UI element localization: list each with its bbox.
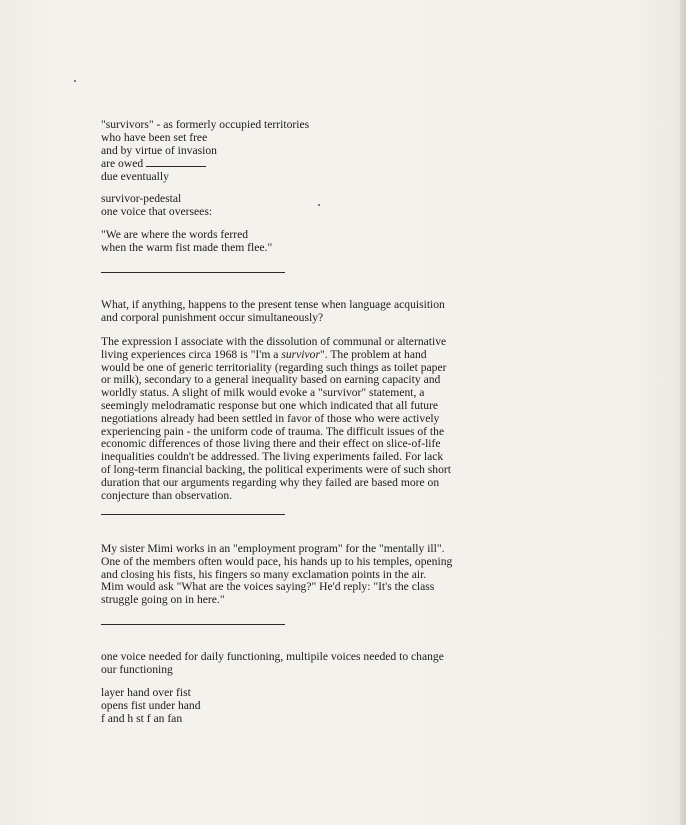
- essay-line: inequalities couldn't be addressed. The living experiments failed. For lack: [101, 450, 444, 464]
- mimi-line: My sister Mimi works in an "employment program" for the "mentally ill".: [101, 542, 445, 555]
- essay-line-text: living experiences circa 1968 is "I'm a: [101, 347, 282, 361]
- essay-line: [101, 349, 491, 362]
- poem-line-text: are owed: [101, 157, 144, 171]
- voices-paragraph: [101, 651, 491, 677]
- poem-stanza-1: [101, 119, 491, 184]
- poem-stanza-2: [101, 193, 491, 219]
- poem-line: who have been set free: [101, 130, 208, 144]
- section-divider: [101, 624, 285, 625]
- essay-line: The expression I associate with the dissolution of communal or alternative: [101, 335, 447, 348]
- essay-line: would be one of generic territoriality (regarding such things as toilet paper: [101, 360, 447, 374]
- essay-paragraph: [101, 336, 491, 502]
- question-line: What, if anything, happens to the present tense when language acquisition: [101, 298, 445, 311]
- essay-line: worldly status. A slight of milk would evoke a "survivor" statement, a: [101, 386, 425, 400]
- mimi-line: struggle going on in here.": [101, 593, 225, 607]
- mimi-paragraph: [101, 543, 491, 607]
- mimi-line: One of the members often would pace, his hands up to his temples, opening: [101, 554, 453, 568]
- essay-line: duration that our arguments regarding why they failed are based more on: [101, 475, 440, 489]
- essay-line-text: ". The problem at hand: [320, 347, 427, 361]
- page-edge: [680, 0, 686, 825]
- poem-line: survivor-pedestal: [101, 192, 182, 205]
- voices-line: one voice needed for daily functioning, multipile voices needed to change: [101, 650, 444, 663]
- question-line: and corporal punishment occur simultaneously?: [101, 310, 324, 324]
- coda-line: layer hand over fist: [101, 686, 191, 699]
- italic-word: survivor: [281, 347, 320, 361]
- speck: [74, 80, 76, 82]
- essay-line: conjecture than observation.: [101, 488, 233, 502]
- quote-block: [101, 229, 491, 255]
- question-paragraph: [101, 299, 491, 325]
- coda-line: opens fist under hand: [101, 698, 201, 712]
- section-divider: [101, 272, 285, 273]
- poem-line: "survivors" - as formerly occupied territories: [101, 118, 310, 131]
- poem-line: and by virtue of invasion: [101, 143, 217, 157]
- section-divider: [101, 514, 285, 515]
- poem-line: due eventually: [101, 170, 169, 184]
- essay-line: negotiations already had been settled in favor of those who were actively: [101, 411, 440, 425]
- essay-line: of long-term financial backing, the political experiments were of such short: [101, 462, 451, 476]
- essay-line: or milk), secondary to a general inequality based on earning capacity and: [101, 373, 441, 387]
- essay-line: economic differences of those living there and their effect on slice-of-life: [101, 437, 441, 451]
- mimi-line: Mim would ask "What are the voices saying?" He'd reply: "It's the class: [101, 580, 435, 594]
- essay-line: seemingly melodramatic response but one which indicated that all future: [101, 398, 439, 412]
- essay-line: experiencing pain - the uniform code of trauma. The difficult issues of the: [101, 424, 445, 438]
- voices-line: our functioning: [101, 662, 173, 676]
- fill-in-blank: [146, 157, 206, 167]
- coda-stanza: [101, 687, 491, 725]
- mimi-line: and closing his fists, his fingers so many exclamation points in the air.: [101, 567, 427, 581]
- poem-line: one voice that oversees:: [101, 204, 213, 218]
- quote-line: "We are where the words ferred: [101, 228, 249, 241]
- poem-line: [101, 157, 491, 171]
- quote-line: when the warm fist made them flee.": [101, 240, 273, 254]
- coda-line: f and h st f an fan: [101, 711, 183, 725]
